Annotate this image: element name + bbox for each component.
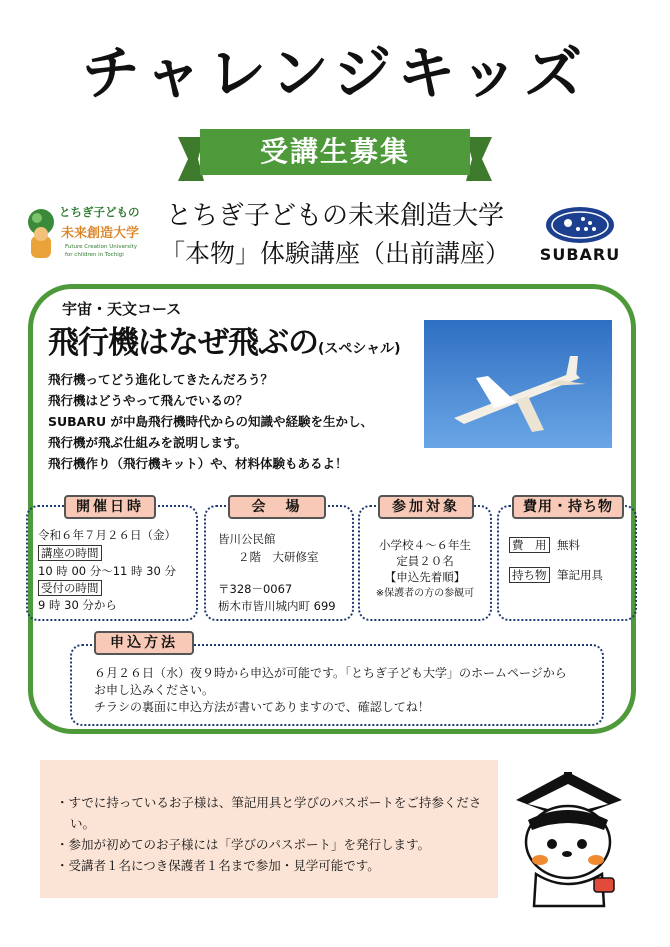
venue-address: 栃木市皆川城内町 699	[218, 599, 336, 613]
lecture-description	[48, 369, 418, 474]
items-label: 持ち物	[509, 567, 550, 583]
logo-text-1: とちぎ子どもの	[59, 205, 140, 219]
fee-label: 費 用	[509, 537, 550, 553]
description-line: 飛行機が飛ぶ仕組みを説明します。	[48, 435, 248, 450]
mascot-illustration	[508, 770, 630, 910]
course-name: 宇宙・天文コース	[62, 300, 182, 318]
event-date: 令和６年７月２６日（金）	[38, 528, 176, 542]
description-line: 飛行機ってどう進化してきたんだろう？	[48, 372, 274, 387]
venue-room: ２階 大研修室	[238, 550, 319, 564]
fee-value: 無料	[557, 538, 580, 552]
cost-tag: 費用・持ち物	[512, 495, 624, 519]
subaru-logo	[528, 205, 632, 265]
description-line: 飛行機はどうやって飛んでいるの？	[48, 393, 249, 408]
university-logo	[25, 200, 147, 266]
target-grades: 小学校４～６年生	[379, 538, 471, 552]
note-item: ・受講者１名につき保護者１名まで参加・見学可能です。	[56, 858, 380, 873]
items-value: 筆記用具	[557, 568, 603, 582]
flyer-title: チャレンジキッズ	[81, 39, 589, 107]
schedule-tag: 開催日時	[64, 495, 156, 519]
apply-text	[94, 665, 594, 716]
lecture-title	[48, 322, 401, 370]
target-capacity: 定員２０名	[396, 554, 454, 568]
cost-box	[497, 505, 637, 621]
lecture-time: 10 時 00 分～11 時 30 分	[38, 564, 176, 578]
venue-name: 皆川公民館	[218, 532, 276, 546]
lecture-time-label: 講座の時間	[38, 545, 102, 561]
target-box	[358, 505, 492, 621]
lecture-title-suffix: (スペシャル)	[318, 341, 401, 357]
target-method: 【申込先着順】	[384, 570, 466, 584]
lecture-title-main: 飛行機はなぜ飛ぶの	[48, 325, 318, 361]
venue-tag: 会 場	[228, 495, 326, 519]
university-name: とちぎ子どもの未来創造大学	[165, 201, 504, 231]
notes-list	[56, 792, 486, 876]
reception-time-label: 受付の時間	[38, 580, 102, 596]
reception-time: 9 時 30 分から	[38, 598, 117, 612]
apply-line: お申し込みください。	[94, 683, 215, 697]
description-line: 飛行機作り（飛行機キット）や、材料体験もあるよ！	[48, 456, 348, 471]
description-line: SUBARU が中島飛行機時代からの知識や経験を生かし、	[48, 414, 373, 429]
target-note: ※保護者の方の参観可	[375, 588, 475, 599]
apply-line: ６月２６日（水）夜９時から申込が可能です。「とちぎ子ども大学」のホームページから	[94, 666, 567, 680]
note-item: ・すでに持っているお子様は、筆記用具と学びのパスポートをご持参ください。	[56, 795, 482, 831]
apply-line: チラシの裏面に申込方法が書いてありますので、確認してね！	[94, 700, 430, 714]
schedule-box	[26, 505, 198, 621]
logo-small-1: Future Creation University	[65, 244, 138, 250]
note-item: ・参加が初めてのお子様には「学びのパスポート」を発行します。	[56, 837, 431, 852]
logo-text-2: 未来創造大学	[61, 226, 140, 241]
venue-postal: 〒328－0067	[218, 582, 293, 596]
venue-box	[204, 505, 354, 621]
ribbon-text: 受講生募集	[259, 135, 410, 168]
target-tag: 参加対象	[378, 495, 474, 519]
airplane-photo	[424, 320, 612, 448]
sponsor-name: SUBARU	[539, 245, 621, 264]
apply-tag: 申込方法	[94, 631, 194, 655]
logo-small-2: for children in Tochigi	[65, 252, 124, 258]
program-name: 「本物」体験講座（出前講座）	[159, 239, 510, 268]
